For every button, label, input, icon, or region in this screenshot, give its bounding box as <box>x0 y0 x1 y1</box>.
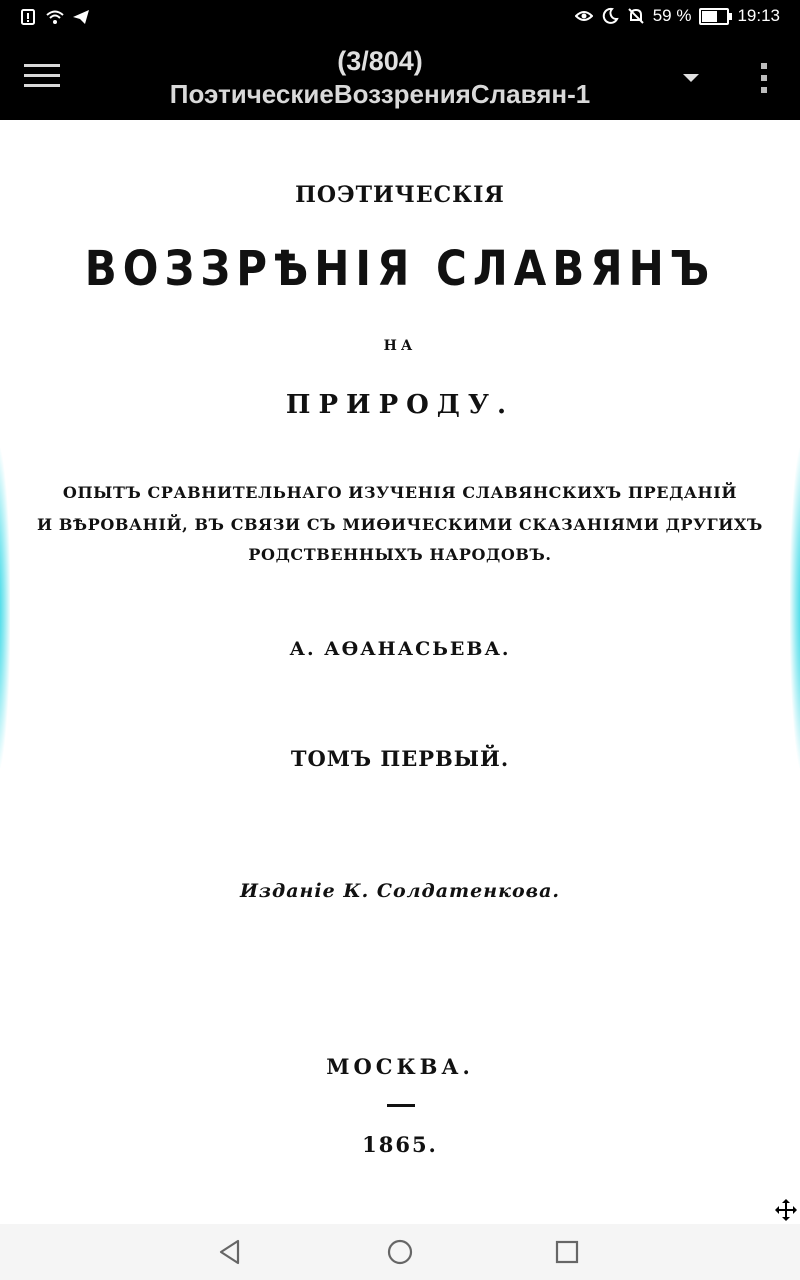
eye-icon <box>575 7 593 25</box>
status-right <box>575 6 780 26</box>
dropdown-arrow-icon[interactable] <box>678 70 704 86</box>
divider <box>387 1104 415 1107</box>
alert-icon <box>20 8 38 26</box>
city: МОСКВА. <box>326 1054 474 1079</box>
back-icon[interactable] <box>216 1238 244 1266</box>
volume: ТОМЪ ПЕРВЫЙ. <box>290 746 510 771</box>
left-edge-glow[interactable] <box>0 448 10 768</box>
move-handle-icon[interactable] <box>774 1198 798 1222</box>
document-title: ПоэтическиеВоззренияСлавян-1 <box>169 79 591 109</box>
status-left-icons <box>20 8 90 26</box>
document-page[interactable] <box>0 120 800 1224</box>
app-bar <box>0 36 800 120</box>
subtitle-line-2: И ВѢРОВАНІЙ, ВЪ СВЯЗИ СЪ МИѲИЧЕСКИМИ СКАЗАНІЯМИ ДРУГИХЪ <box>37 515 763 534</box>
title-area <box>120 44 640 110</box>
publisher: Изданіе К. Солдатенкова. <box>239 880 561 902</box>
battery-icon <box>699 8 729 25</box>
page-counter: (3/804) <box>337 46 423 76</box>
title-line-3: НА <box>383 338 417 354</box>
navigation-bar <box>0 1224 800 1280</box>
telegram-icon <box>72 8 90 26</box>
wifi-icon <box>46 8 64 26</box>
bell-off-icon <box>627 7 645 25</box>
subtitle-line-3: РОДСТВЕННЫХЪ НАРОДОВЪ. <box>248 545 552 564</box>
moon-icon <box>601 7 619 25</box>
battery-level <box>702 11 716 22</box>
title-line-4: ПРИРОДУ. <box>285 390 515 420</box>
menu-icon[interactable] <box>24 64 60 92</box>
recents-icon[interactable] <box>553 1238 581 1266</box>
author: А. АѲАНАСЬЕВА. <box>289 638 511 660</box>
right-edge-glow[interactable] <box>790 448 800 768</box>
title-line-2: ВОЗЗРѢНІЯ СЛАВЯНЪ <box>84 240 716 297</box>
battery-percent: 59 % <box>652 6 692 25</box>
status-bar <box>0 0 800 36</box>
clock: 19:13 <box>737 6 780 25</box>
subtitle-line-1: ОПЫТЪ СРАВНИТЕЛЬНАГО ИЗУЧЕНІЯ СЛАВЯНСКИХЪ ПРЕДАНІЙ <box>62 483 738 502</box>
home-icon[interactable] <box>386 1238 414 1266</box>
title-line-1: ПОЭТИЧЕСКІЯ <box>295 182 505 208</box>
year: 1865. <box>362 1132 438 1157</box>
overflow-menu-icon[interactable] <box>752 60 776 96</box>
